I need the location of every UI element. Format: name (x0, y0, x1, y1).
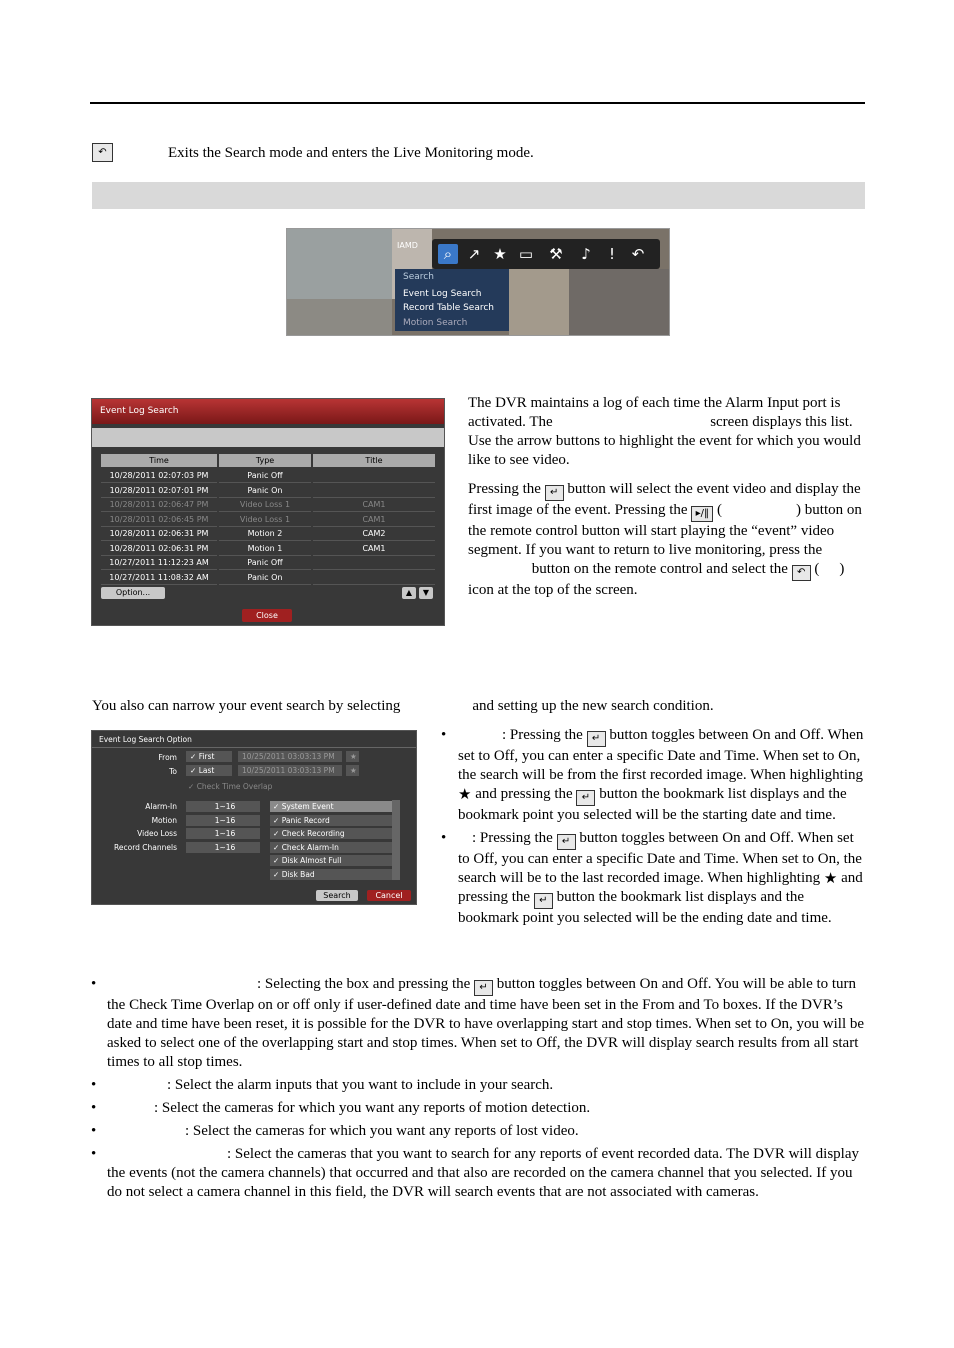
live-screen-screenshot (286, 228, 670, 336)
event-type-label: Check Alarm-In (281, 842, 339, 852)
enter-icon: ↵ (557, 834, 576, 850)
dialog-title: Event Log Search Option (99, 735, 192, 744)
text: button the bookmark list displays and the bookmark point you selected will be the ending date and time. (458, 889, 832, 926)
text: : Pressing the (472, 830, 553, 846)
cell-title (313, 556, 435, 570)
text: Last (198, 766, 215, 775)
first-checkbox[interactable] (186, 751, 232, 762)
menu-item-event-log-search[interactable]: Event Log Search (403, 289, 482, 299)
bullet: • (91, 976, 97, 992)
cell-title: CAM2 (313, 527, 435, 541)
list-item (91, 1099, 867, 1118)
list-item (441, 829, 865, 928)
text: button toggles between On and Off. When set to Off, you can enter a specific Date and Time. When set to On, the search will be to the last recorded image. When highlighting (458, 830, 862, 886)
to-datetime-field[interactable]: 10/25/2011 03:03:13 PM (238, 765, 342, 776)
text: screen displays this list. Use the arrow buttons to highlight the event for which you would like to see video. (468, 414, 861, 468)
field-value[interactable]: 1~16 (186, 815, 260, 826)
last-checkbox[interactable] (186, 765, 232, 776)
check-time-overlap[interactable] (188, 782, 272, 791)
text: button the bookmark list displays and the bookmark point you selected will be the starting date and time. (458, 786, 847, 823)
check-icon: ✓ (273, 842, 280, 852)
event-log-search-option-dialog (91, 730, 417, 905)
text: and pressing the (458, 870, 863, 905)
table-row[interactable] (101, 527, 436, 541)
list-item (91, 975, 867, 1072)
text: and pressing the (475, 786, 573, 802)
check-icon: ✓ (188, 782, 195, 791)
text: ( (717, 502, 723, 518)
alert-icon[interactable]: ! (608, 245, 615, 263)
enter-icon: ↵ (545, 485, 564, 501)
column-header-type[interactable]: Type (219, 454, 311, 467)
check-icon: ✓ (273, 829, 280, 838)
cell-type: Video Loss 1 (219, 498, 311, 512)
to-label: To (169, 767, 177, 776)
text: : Select the alarm inputs that you want to include in your search. (167, 1077, 554, 1093)
paragraph-1 (468, 394, 863, 470)
narrow-search-intro (92, 697, 714, 716)
bullet: • (441, 830, 447, 846)
menu-item-record-table-search[interactable]: Record Table Search (403, 303, 495, 313)
cell-time: 10/27/2011 11:12:23 AM (101, 556, 217, 570)
list-item (91, 1076, 867, 1095)
event-type-item[interactable] (270, 842, 395, 853)
cell-time: 10/28/2011 02:06:47 PM (101, 498, 217, 512)
cell-type: Video Loss 1 (219, 513, 311, 527)
cell-title: CAM1 (313, 513, 435, 527)
menu-item-motion-search[interactable]: Motion Search (403, 318, 468, 328)
enter-icon: ↵ (474, 980, 493, 996)
cancel-button[interactable]: Cancel (367, 890, 411, 901)
to-bookmark-star-icon[interactable]: ★ (346, 765, 359, 776)
enter-icon: ↵ (534, 893, 553, 909)
close-button[interactable]: Close (242, 609, 292, 622)
check-icon: ✓ (273, 856, 280, 865)
header-rule (90, 102, 865, 104)
cell-title: CAM1 (313, 498, 435, 512)
event-type-item[interactable] (270, 828, 395, 839)
bullet: • (441, 727, 447, 743)
bullet: • (91, 1077, 97, 1093)
list-item (91, 1122, 867, 1141)
field-label: Motion (151, 815, 177, 825)
cell-time: 10/28/2011 02:06:31 PM (101, 527, 217, 541)
text: : Pressing the (502, 727, 583, 743)
bullet: • (91, 1100, 97, 1116)
table-row[interactable] (101, 469, 436, 483)
cell-time: 10/28/2011 02:07:01 PM (101, 484, 217, 498)
cell-type: Panic Off (219, 556, 311, 570)
event-list-scrollbar[interactable] (392, 800, 400, 880)
dialog-band (92, 428, 444, 447)
star-icon: ★ (458, 785, 472, 803)
text: Pressing the (468, 481, 541, 497)
table-row[interactable] (101, 498, 436, 512)
column-header-time[interactable]: Time (101, 454, 217, 467)
record-icon[interactable]: ▭ (518, 245, 534, 263)
field-value[interactable]: 1~16 (186, 842, 260, 853)
tools-icon[interactable]: ⚒ (549, 245, 563, 263)
check-icon: ✓ (273, 802, 280, 811)
cell-title (313, 469, 435, 483)
star-icon: ★ (823, 869, 838, 887)
text: : Selecting the box and pressing the (257, 976, 471, 992)
check-icon: ✓ (190, 766, 197, 775)
menu-title: Search (403, 272, 434, 282)
search-dropdown-menu (395, 269, 509, 331)
from-label: From (158, 753, 177, 762)
from-to-bullets (441, 726, 865, 928)
cell-type: Motion 2 (219, 527, 311, 541)
return-icon: ↶ (792, 565, 811, 581)
return-icon: ↶ (92, 143, 113, 162)
bullet: • (91, 1123, 97, 1139)
jump-icon[interactable]: ↗ (467, 245, 481, 263)
cell-time: 10/28/2011 02:07:03 PM (101, 469, 217, 483)
event-type-item[interactable] (270, 869, 395, 880)
search-button[interactable]: Search (316, 890, 358, 901)
alarm-bell-icon[interactable]: ♪ (581, 245, 591, 263)
table-row[interactable] (101, 484, 436, 498)
check-icon: ✓ (273, 815, 280, 825)
text: button toggles between On and Off. You will be able to turn the Check Time Overlap on or off only if user-defined date and time have been set in the From and To boxes. If the DVR’s date and time have been reset, it is possible for the DVR to have overlapping start and stop times. When set to On, you will be asked to select one of the overlapping start and stop times. When set to Off, the DVR will display search results from all start times to all stop times. (107, 976, 865, 1070)
cell-time: 10/27/2011 11:08:32 AM (101, 571, 217, 585)
check-icon: ✓ (190, 752, 197, 761)
text: : Select the cameras that you want to search for any reports of event recorded data. The DVR will display the events (not the camera channels) that occurred and that also are recorded on the camera channel that you selected. If you do not select a camera channel in this field, the DVR will search events that are not associated with cameras. (107, 1146, 860, 1200)
text: Check Time Overlap (196, 782, 273, 791)
dialog-title: Event Log Search (92, 399, 444, 424)
event-type-label: Panic Record (281, 815, 330, 825)
text: The DVR maintains a log of each time the Alarm Input port is activated. The (468, 395, 841, 430)
option-bullets (91, 975, 867, 1202)
text: You also can narrow your event search by selecting (92, 698, 401, 714)
text: button on the remote control and select the (531, 561, 788, 577)
event-type-item[interactable] (270, 801, 395, 812)
search-toolbar (432, 239, 660, 269)
field-value[interactable]: 1~16 (186, 828, 260, 839)
cell-title (313, 484, 435, 498)
from-datetime-field[interactable]: 10/25/2011 03:03:13 PM (238, 751, 342, 762)
field-label: Alarm-In (145, 802, 177, 811)
paragraph-2 (468, 480, 863, 600)
from-bookmark-star-icon[interactable]: ★ (346, 751, 359, 762)
text: : Select the cameras for which you want any reports of lost video. (185, 1123, 579, 1139)
cell-time: 10/28/2011 02:06:45 PM (101, 513, 217, 527)
event-type-item[interactable] (270, 815, 395, 826)
cell-type: Panic On (219, 571, 311, 585)
text: : Select the cameras for which you want any reports of motion detection. (154, 1100, 591, 1116)
cell-title (313, 571, 435, 585)
cell-type: Panic Off (219, 469, 311, 483)
search-icon[interactable]: ⌕ (438, 244, 458, 264)
text: button toggles between On and Off. When set to Off, you can enter a specific Date and Time. When set to On, the search will be from the first recorded image. When highlighting (458, 727, 864, 783)
play-pause-icon: ▸/‖ (691, 506, 713, 522)
event-log-description (468, 394, 863, 600)
exit-description: Exits the Search mode and enters the Live Monitoring mode. (168, 145, 534, 161)
table-row[interactable] (101, 571, 436, 585)
table-row[interactable] (101, 542, 436, 556)
text: ) (796, 502, 802, 518)
list-item (91, 1145, 867, 1202)
check-icon: ✓ (273, 869, 280, 879)
field-value[interactable]: 1~16 (186, 801, 260, 812)
divider (92, 747, 416, 748)
event-type-label: Check Recording (281, 829, 345, 838)
bullet: • (91, 1146, 97, 1162)
event-type-label: Disk Bad (281, 869, 315, 879)
cell-type: Motion 1 (219, 542, 311, 556)
table-row[interactable] (101, 556, 436, 570)
brand-label: IAMD (397, 241, 418, 250)
field-label: Record Channels (114, 842, 177, 852)
table-row[interactable] (101, 513, 436, 527)
cell-time: 10/28/2011 02:06:31 PM (101, 542, 217, 556)
event-type-item[interactable] (270, 855, 395, 866)
scroll-up-button[interactable]: ▲ (402, 587, 416, 599)
section-bar (92, 182, 865, 209)
bookmark-star-icon[interactable]: ★ (493, 245, 507, 263)
return-icon[interactable]: ↶ (631, 245, 645, 263)
field-label: Video Loss (137, 829, 177, 838)
text: button will select the event video and display the first image of the event. Pressing the (468, 481, 861, 518)
text: ) icon at the top of the screen. (468, 561, 845, 598)
text: and setting up the new search condition. (472, 698, 714, 714)
text: button on the remote control button will start playing the “event” video segment. If you want to return to live monitoring, press the (468, 502, 862, 558)
event-type-label: System Event (281, 802, 334, 811)
enter-icon: ↵ (576, 790, 595, 806)
list-item (441, 726, 865, 825)
option-button[interactable]: Option... (101, 587, 165, 599)
event-type-label: Disk Almost Full (281, 856, 342, 865)
scroll-down-button[interactable]: ▼ (419, 587, 433, 599)
cell-type: Panic On (219, 484, 311, 498)
text: First (198, 752, 215, 761)
event-log-search-dialog (91, 398, 445, 626)
column-header-title[interactable]: Title (313, 454, 435, 467)
cell-title: CAM1 (313, 542, 435, 556)
text: ( (814, 561, 820, 577)
enter-icon: ↵ (587, 731, 606, 747)
